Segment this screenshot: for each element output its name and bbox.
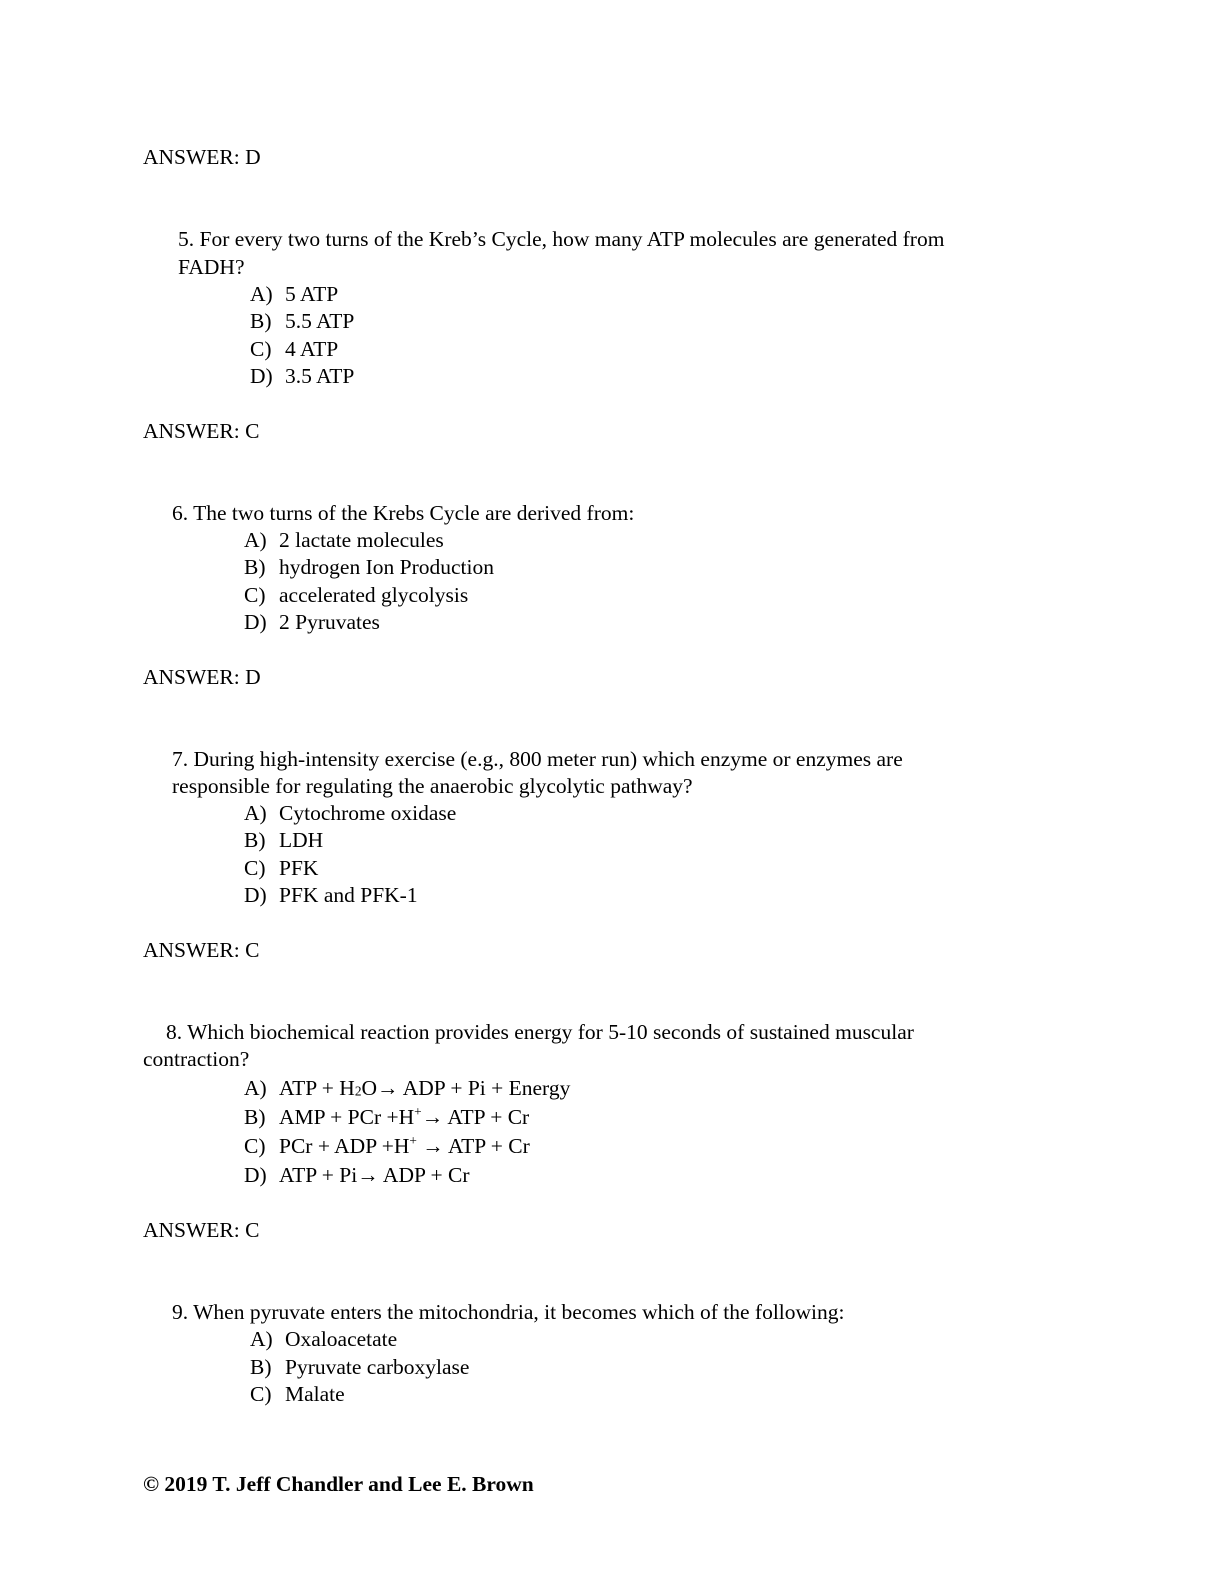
question-text-line: responsible for regulating the anaerobic glycolytic pathway? [172, 774, 693, 798]
option-a [244, 530, 444, 552]
answer-8: ANSWER: C [143, 1218, 260, 1242]
option-letter: D) [244, 1163, 267, 1187]
question-text-line: FADH? [178, 255, 245, 279]
question-text-line: 6. The two turns of the Krebs Cycle are derived from: [172, 501, 635, 525]
answer-6: ANSWER: D [143, 665, 261, 689]
option-text: 2 Pyruvates [279, 610, 380, 634]
option-text: PFK and PFK-1 [279, 883, 418, 907]
option-text: accelerated glycolysis [279, 583, 469, 607]
option-d [250, 366, 354, 388]
option-text: PCr + ADP +H+ → ATP + Cr [279, 1133, 530, 1158]
question-text-line: contraction? [143, 1047, 250, 1071]
option-a [244, 1078, 570, 1100]
question-text-line: 8. Which biochemical reaction provides energy for 5-10 seconds of sustained muscular [166, 1020, 914, 1044]
option-b [244, 1104, 530, 1129]
option-text: AMP + PCr +H+→ ATP + Cr [279, 1104, 530, 1129]
copyright-footer: © 2019 T. Jeff Chandler and Lee E. Brown [143, 1472, 534, 1496]
option-letter: B) [250, 1355, 272, 1379]
option-a [250, 284, 338, 306]
option-d [244, 885, 418, 907]
option-text: 5.5 ATP [285, 309, 355, 333]
answer-4: ANSWER: D [143, 145, 261, 169]
option-d [244, 1165, 470, 1187]
option-letter: D) [244, 610, 267, 634]
superscript: + [409, 1133, 417, 1149]
option-letter: D) [250, 364, 273, 388]
option-a [244, 803, 456, 825]
option-c [250, 339, 338, 361]
option-letter: C) [244, 1134, 266, 1158]
option-c [250, 1384, 345, 1406]
option-d [244, 612, 380, 634]
option-letter: A) [244, 528, 267, 552]
option-text: ATP + Pi→ ADP + Cr [279, 1163, 470, 1187]
question-text-line: 7. During high-intensity exercise (e.g., 800 meter run) which enzyme or enzymes are [172, 747, 903, 771]
option-letter: B) [244, 555, 266, 579]
question-text-line: 9. When pyruvate enters the mitochondria, it becomes which of the following: [172, 1300, 845, 1324]
option-c [244, 585, 468, 607]
option-b [250, 1357, 469, 1379]
option-text: Pyruvate carboxylase [285, 1355, 470, 1379]
option-text: 5 ATP [285, 282, 339, 306]
option-letter: D) [244, 883, 267, 907]
option-text: Cytochrome oxidase [279, 801, 457, 825]
option-text: 2 lactate molecules [279, 528, 444, 552]
option-letter: C) [250, 1382, 272, 1406]
option-text: 4 ATP [285, 337, 339, 361]
option-b [250, 311, 354, 333]
option-b [244, 830, 323, 852]
option-c [244, 858, 318, 880]
option-text: ATP + $H_2O\to$ ADP + Pi + Energy [279, 1076, 571, 1100]
option-letter: B) [250, 309, 272, 333]
option-text: hydrogen Ion Production [279, 555, 494, 579]
option-a [250, 1329, 397, 1351]
option-letter: C) [244, 583, 266, 607]
option-letter: C) [244, 856, 266, 880]
option-b [244, 557, 494, 579]
superscript: + [414, 1104, 422, 1120]
option-letter: A) [250, 1327, 273, 1351]
option-text: 3.5 ATP [285, 364, 355, 388]
option-text: PFK [279, 856, 319, 880]
option-c [244, 1133, 530, 1158]
option-text: Malate [285, 1382, 345, 1406]
question-text-line: 5. For every two turns of the Kreb’s Cycle, how many ATP molecules are generated from [178, 227, 945, 251]
subscript: 2 [354, 1083, 362, 1099]
option-letter: C) [250, 337, 272, 361]
option-letter: B) [244, 828, 266, 852]
option-letter: A) [250, 282, 273, 306]
option-letter: A) [244, 801, 267, 825]
option-text: LDH [279, 828, 324, 852]
answer-5: ANSWER: C [143, 419, 260, 443]
option-text: Oxaloacetate [285, 1327, 398, 1351]
answer-7: ANSWER: C [143, 938, 260, 962]
option-letter: A) [244, 1076, 267, 1100]
option-letter: B) [244, 1105, 266, 1129]
